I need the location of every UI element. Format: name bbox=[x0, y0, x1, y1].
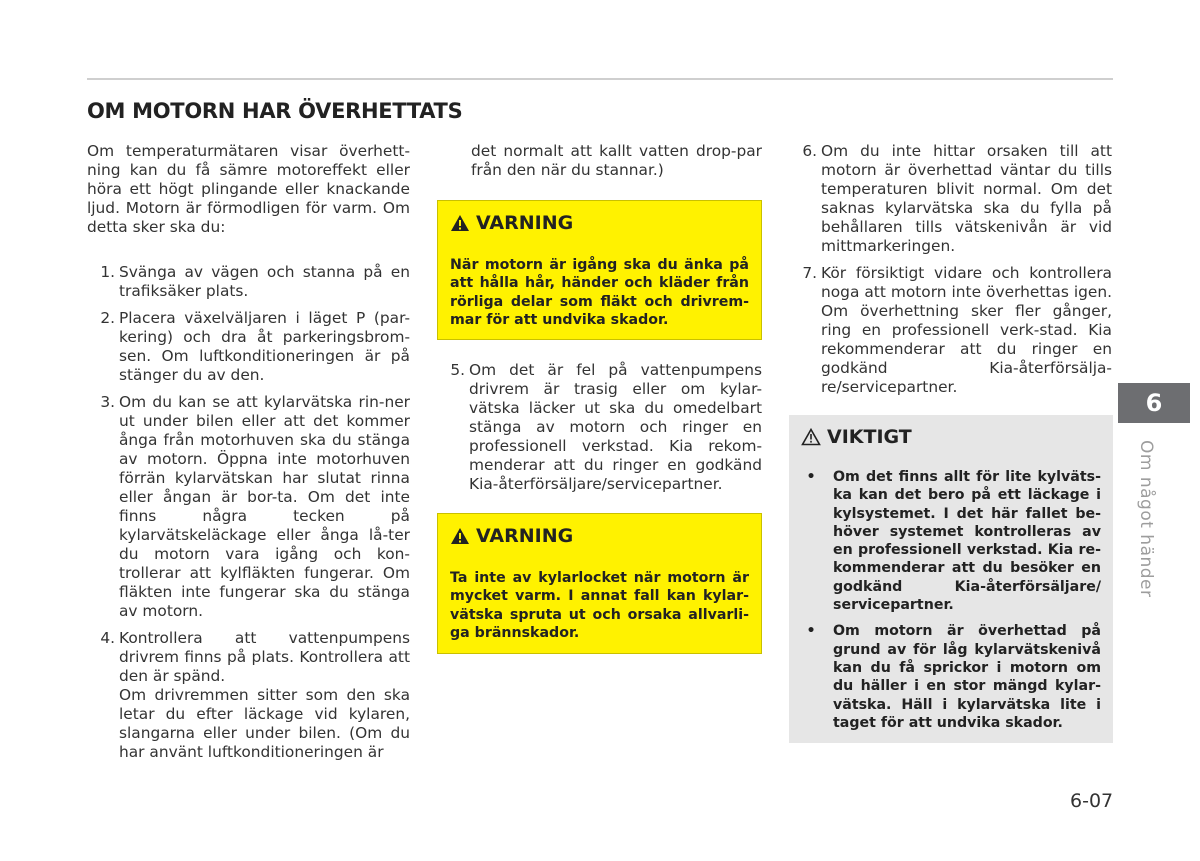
step-text: Om du kan se att kylarvätska rin-ner ut under bilen eller att det kommer ånga från motorhuven ska du stänga av motorn. Öppna inte motorhuven förrän kylarvätskan har slutat rinna eller ångan är bor-ta. Om det inte finns några tecken på kylarvätskeläckage eller ånga lå-ter du motorn vara igång och kon-trollerar att kylfläkten fungerar. Om fläkten inte fungerar ska du stänga av motorn. bbox=[119, 393, 410, 620]
intro-paragraph: Om temperaturmätaren visar överhett-ning kan du få sämre motoreffekt eller höra ett högt plingande eller knackande ljud. Motorn är förmodligen för varm. Om detta sker ska du: bbox=[87, 142, 410, 236]
warning-box bbox=[437, 200, 762, 340]
continuation-paragraph: det normalt att kallt vatten drop-par från den när du stannar.) bbox=[471, 142, 762, 179]
page-number: 6-07 bbox=[1070, 790, 1114, 812]
step-number: 1. bbox=[100, 263, 115, 281]
step-text: Svänga av vägen och stanna på en trafiksäker plats. bbox=[119, 263, 410, 300]
list-item bbox=[87, 393, 410, 621]
important-box bbox=[789, 415, 1113, 743]
column-2 bbox=[437, 142, 762, 180]
list-item bbox=[789, 264, 1112, 397]
steps-list-1 bbox=[87, 263, 410, 762]
column-1 bbox=[87, 142, 410, 770]
warning-triangle-icon bbox=[450, 214, 470, 232]
list-item bbox=[87, 309, 410, 385]
warning-label: VARNING bbox=[476, 212, 574, 234]
step-number: 6. bbox=[802, 142, 817, 160]
warning-text: Ta inte av kylarlocket när motorn är mycket varm. I annat fall kan kylar-vätska spruta ut och orsaka allvarli-ga brännskador. bbox=[450, 570, 749, 641]
caution-triangle-outline-icon bbox=[801, 428, 821, 446]
list-item bbox=[437, 361, 762, 494]
step-number: 2. bbox=[100, 309, 115, 327]
bullet: • bbox=[806, 623, 816, 640]
step-text: Kör försiktigt vidare och kontrollera noga att motorn inte överhettas igen. Om överhettning sker fler gånger, ring en professionell verk-stad. Kia rekommenderar att du ringer en godkänd Kia-återförsälja-re/servicepartner. bbox=[821, 264, 1112, 396]
warning-heading bbox=[450, 525, 749, 547]
important-text: Om motorn är överhettad på grund av för låg kylarvätskenivå kan du få sprickor i motorn om du häller i en stor mängd kylar-vätska. Häll i kylarvätska lite i taget för att undvika skador. bbox=[833, 623, 1101, 731]
step-5-block bbox=[437, 361, 762, 502]
steps-list-3 bbox=[789, 142, 1112, 397]
important-list bbox=[801, 468, 1101, 732]
list-item bbox=[87, 629, 410, 762]
important-text: Om det finns allt för lite kylväts-ka kan det bero på ett läckage i kylsystemet. I det här fallet be-höver systemet kontrolleras av en professionell verkstad. Kia re-kommenderar att du besöker en godkänd Kia-återförsäljare/ servicepartner. bbox=[833, 469, 1101, 614]
warning-label: VARNING bbox=[476, 525, 574, 547]
step-number: 7. bbox=[802, 264, 817, 282]
step-number: 4. bbox=[100, 629, 115, 647]
list-item bbox=[87, 263, 410, 301]
list-item bbox=[789, 142, 1112, 256]
list-item bbox=[801, 622, 1101, 732]
warning-text: När motorn är igång ska du änka på att hålla hår, händer och kläder från rörliga delar som fläkt och drivrem-mar för att undvika skador. bbox=[450, 257, 749, 328]
warning-heading bbox=[450, 212, 749, 234]
warning-box bbox=[437, 513, 762, 654]
important-label: VIKTIGT bbox=[827, 426, 912, 448]
step-text: Om det är fel på vattenpumpens drivrem är trasig eller om kylar-vätska läcker ut ska du omedelbart stänga av motorn och ringer en professionell verkstad. Kia rekom-menderar att du ringer en godkänd Kia-återförsäljare/servicepartner. bbox=[469, 361, 762, 493]
bullet: • bbox=[806, 469, 816, 485]
list-item bbox=[801, 468, 1101, 614]
important-heading bbox=[801, 426, 1101, 448]
steps-list-2 bbox=[437, 361, 762, 494]
step-text: Placera växelväljaren i läget P (par-kering) och dra åt parkeringsbrom-sen. Om luftkonditioneringen är på stänger du av den. bbox=[119, 309, 410, 384]
header-rule bbox=[87, 78, 1113, 80]
warning-triangle-icon bbox=[450, 527, 470, 545]
step-text: Om du inte hittar orsaken till att motorn är överhettad väntar du tills temperaturen blivit normal. Om det saknas kylarvätska ska du fylla på behållaren tills vätskenivån är vid mittmarkeringen. bbox=[821, 142, 1112, 255]
step-number: 5. bbox=[450, 361, 465, 379]
column-3 bbox=[789, 142, 1112, 405]
chapter-title: Om något händer bbox=[1136, 440, 1156, 598]
step-number: 3. bbox=[100, 393, 115, 411]
chapter-tab: 6 bbox=[1118, 383, 1190, 423]
step-text-continued: Om drivremmen sitter som den ska letar du efter läckage vid kylaren, slangarna eller under bilen. (Om du har använt luftkonditioneringen är bbox=[119, 686, 410, 761]
page-title: OM MOTORN HAR ÖVERHETTATS bbox=[87, 99, 463, 123]
step-text: Kontrollera att vattenpumpens drivrem finns på plats. Kontrollera att den är spänd. bbox=[119, 629, 410, 685]
